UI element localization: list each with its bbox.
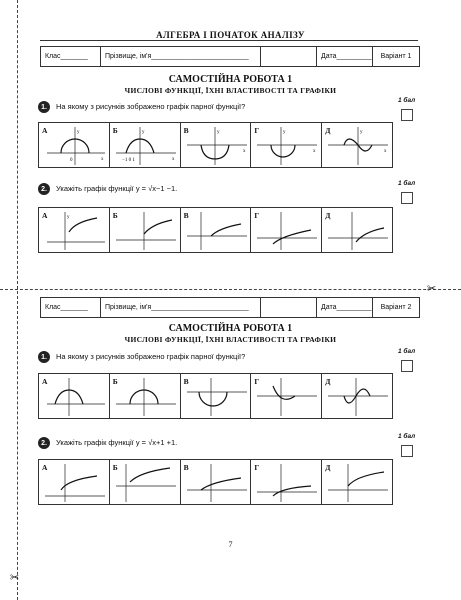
question-number: 1.	[38, 101, 50, 113]
class-field[interactable]: Клас_______	[41, 47, 101, 66]
variant-label: Варіант 1	[380, 53, 412, 60]
option-d[interactable]	[322, 460, 392, 504]
date-field[interactable]: Дата_________	[317, 298, 373, 317]
variant-label: Варіант 2	[380, 304, 412, 311]
svg-text:y: y	[360, 130, 363, 135]
scissors-icon: ✂	[10, 571, 20, 584]
graph-sqrt	[251, 208, 321, 252]
option-letter: Г	[254, 377, 260, 386]
answer-options-q1-v1	[38, 122, 393, 168]
header-divider	[40, 40, 418, 41]
option-b[interactable]	[110, 208, 181, 252]
option-letter: А	[42, 126, 48, 135]
option-letter: Д	[325, 377, 331, 386]
graph-lower-arc	[181, 374, 251, 418]
answer-checkbox[interactable]	[401, 109, 413, 121]
spacer-field	[261, 47, 317, 66]
points-label: 1 бал	[398, 433, 416, 440]
option-g[interactable]	[251, 374, 322, 418]
option-v[interactable]	[181, 208, 252, 252]
option-b[interactable]	[110, 374, 181, 418]
option-letter: А	[42, 211, 48, 220]
graph-sqrt	[181, 208, 251, 252]
option-a[interactable]	[39, 123, 110, 167]
option-d[interactable]	[322, 374, 392, 418]
cut-line	[0, 289, 461, 290]
page-header: АЛГЕБРА І ПОЧАТОК АНАЛІЗУ	[156, 30, 305, 40]
option-d[interactable]	[322, 123, 392, 167]
graph-sqrt	[39, 208, 109, 252]
svg-text:x: x	[242, 149, 246, 154]
graph-odd-curve	[322, 374, 392, 418]
svg-text:−1 0 1: −1 0 1	[121, 158, 135, 163]
question-number: 2.	[38, 437, 50, 449]
question-text: Укажіть графік функції y = √x+1 +1.	[56, 438, 178, 447]
option-letter: В	[183, 126, 189, 135]
answer-checkbox[interactable]	[401, 445, 413, 457]
question-text: На якому з рисунків зображено графік парної функції?	[56, 352, 246, 361]
graph-lower-arc	[181, 123, 251, 167]
graph-upper-arc	[39, 374, 109, 418]
option-letter: Г	[254, 463, 260, 472]
option-v[interactable]	[181, 374, 252, 418]
svg-text:y: y	[67, 215, 70, 220]
scissors-icon: ✂	[427, 282, 437, 295]
svg-text:y: y	[216, 130, 220, 135]
question-text: На якому з рисунків зображено графік парної функції?	[56, 102, 246, 111]
option-letter: А	[42, 463, 48, 472]
question-number: 1.	[38, 351, 50, 363]
graph-lower-semicircle	[251, 123, 321, 167]
svg-text:0: 0	[70, 158, 73, 163]
date-field[interactable]: Дата_________	[317, 47, 373, 66]
graph-sqrt	[322, 208, 392, 252]
question-text: Укажіть графік функції y = √x−1 −1.	[56, 184, 178, 193]
option-g[interactable]	[251, 460, 322, 504]
answer-checkbox[interactable]	[401, 192, 413, 204]
svg-text:y: y	[283, 130, 286, 135]
option-letter: Б	[112, 463, 118, 472]
surname-field[interactable]: Прізвище, ім'я_________________________	[101, 47, 261, 66]
points-label: 1 бал	[398, 97, 416, 104]
option-a[interactable]	[39, 374, 110, 418]
graph-odd-curve	[322, 123, 392, 167]
name-bar-variant-1	[40, 46, 420, 67]
graph-semicircle-shifted	[39, 123, 109, 167]
option-b[interactable]	[110, 460, 181, 504]
graph-sqrt	[110, 208, 180, 252]
surname-field[interactable]: Прізвище, ім'я_________________________	[101, 298, 261, 317]
svg-text:x: x	[101, 157, 104, 162]
svg-text:y: y	[141, 130, 145, 135]
option-a[interactable]	[39, 460, 110, 504]
answer-options-q2-v1	[38, 207, 393, 253]
option-letter: В	[183, 463, 189, 472]
work-title: САМОСТІЙНА РОБОТА 1	[168, 74, 293, 85]
option-letter: Б	[112, 126, 118, 135]
answer-options-q2-v2	[38, 459, 393, 505]
option-letter: А	[42, 377, 48, 386]
svg-text:x: x	[313, 149, 316, 154]
name-bar-variant-2	[40, 297, 420, 318]
graph-sqrt	[110, 460, 180, 504]
binding-line	[17, 0, 18, 600]
option-a[interactable]	[39, 208, 110, 252]
option-letter: Г	[254, 126, 260, 135]
points-label: 1 бал	[398, 180, 416, 187]
question-number: 2.	[38, 183, 50, 195]
option-letter: В	[183, 211, 189, 220]
option-letter: Г	[254, 211, 260, 220]
option-d[interactable]	[322, 208, 392, 252]
class-field[interactable]: Клас_______	[41, 298, 101, 317]
option-letter: В	[183, 377, 189, 386]
graph-sqrt	[181, 460, 251, 504]
graph-sqrt	[322, 460, 392, 504]
graph-sqrt	[251, 460, 321, 504]
option-letter: Д	[325, 211, 331, 220]
option-g[interactable]	[251, 123, 322, 167]
page-number: 7	[228, 540, 233, 549]
spacer-field	[261, 298, 317, 317]
option-letter: Б	[112, 377, 118, 386]
option-b[interactable]	[110, 123, 181, 167]
graph-half-arc	[110, 123, 180, 167]
option-v[interactable]	[181, 460, 252, 504]
option-letter: Д	[325, 126, 331, 135]
work-subtitle: ЧИСЛОВІ ФУНКЦІЇ, ЇХНІ ВЛАСТИВОСТІ ТА ГРАФІКИ	[124, 335, 337, 344]
option-g[interactable]	[251, 208, 322, 252]
work-subtitle: ЧИСЛОВІ ФУНКЦІЇ, ЇХНІ ВЛАСТИВОСТІ ТА ГРАФІКИ	[124, 86, 337, 95]
option-letter: Б	[112, 211, 118, 220]
graph-semicircle	[110, 374, 180, 418]
option-v[interactable]	[181, 123, 252, 167]
work-title: САМОСТІЙНА РОБОТА 1	[168, 323, 293, 334]
points-label: 1 бал	[398, 348, 416, 355]
graph-sqrt	[39, 460, 109, 504]
svg-text:y: y	[77, 130, 80, 135]
answer-checkbox[interactable]	[401, 360, 413, 372]
svg-text:x: x	[384, 149, 387, 154]
answer-options-q1-v2	[38, 373, 393, 419]
option-letter: Д	[325, 463, 331, 472]
graph-quarter-arc	[251, 374, 321, 418]
svg-text:x: x	[171, 157, 175, 162]
